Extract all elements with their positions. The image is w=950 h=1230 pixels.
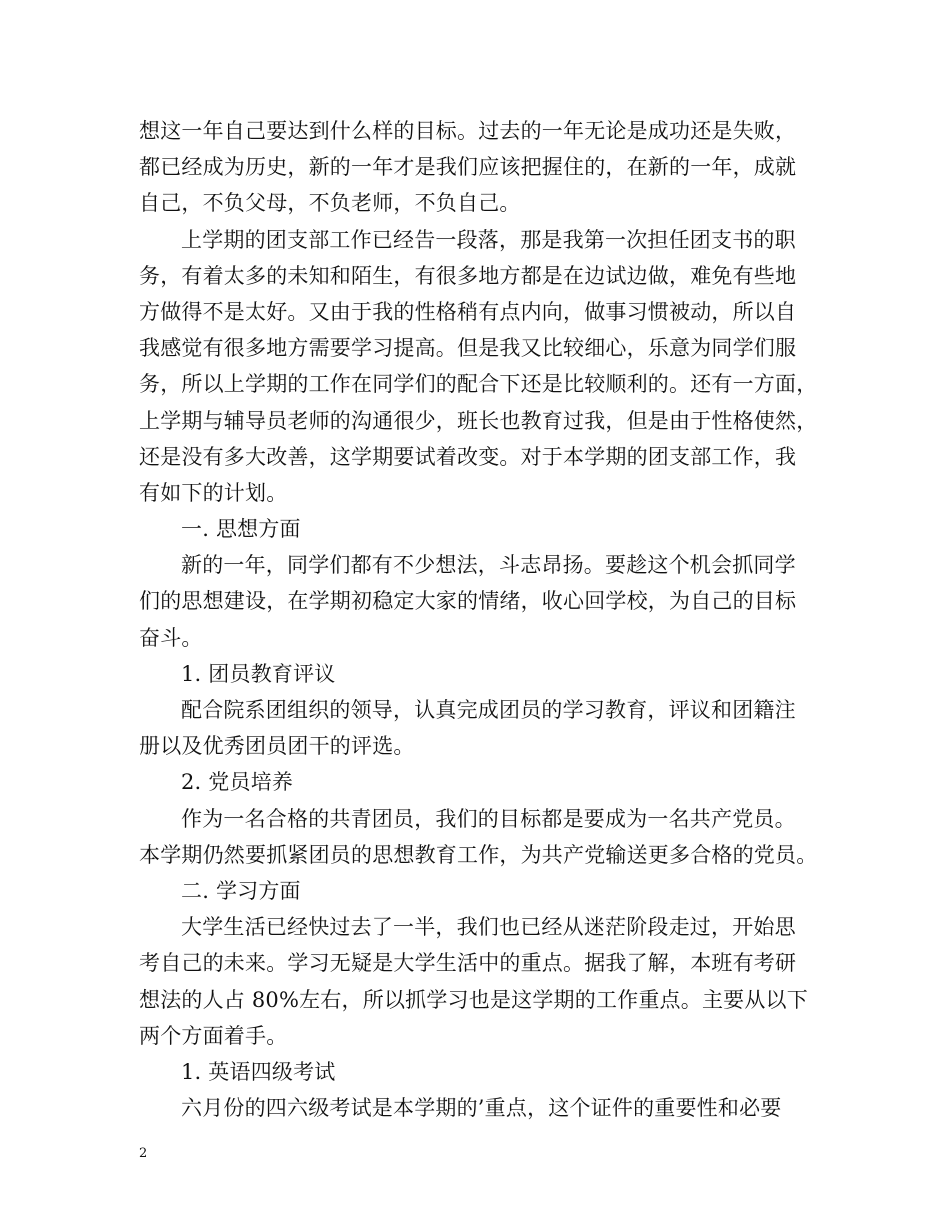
text-line: 自己，不负父母，不负老师，不负自己。 bbox=[139, 191, 521, 216]
text-line: 还是没有多大改善，这学期要试着改变。对于本学期的团支部工作，我 bbox=[139, 444, 797, 469]
text-line: 六月份的四六级考试是本学期的’重点，这个证件的重要性和必要 bbox=[181, 1096, 782, 1121]
text-line: 册以及优秀团员团干的评选。 bbox=[139, 734, 415, 759]
text-line: 想这一年自己要达到什么样的目标。过去的一年无论是成功还是失败， bbox=[139, 119, 797, 143]
text-line: 务，所以上学期的工作在同学们的配合下还是比较顺利的。还有一方面， bbox=[139, 372, 818, 397]
document-body bbox=[139, 113, 829, 1126]
text-line: 2. 党员培养 bbox=[181, 770, 294, 795]
text-line: 考自己的未来。学习无疑是大学生活中的重点。据我了解，本班有考研 bbox=[139, 951, 797, 976]
text-line: 想法的人占 80%左右，所以抓学习也是这学期的工作重点。主要从以下 bbox=[139, 987, 808, 1012]
text-line: 1. 团员教育评议 bbox=[181, 661, 336, 686]
text-line: 务，有着太多的未知和陌生，有很多地方都是在边试边做，难免有些地 bbox=[139, 263, 797, 288]
page-number: 2 bbox=[139, 1146, 148, 1161]
text-line: 都已经成为历史，新的一年才是我们应该把握住的，在新的一年，成就 bbox=[139, 155, 797, 180]
text-line: 二. 学习方面 bbox=[181, 878, 301, 903]
text-line: 两个方面着手。 bbox=[139, 1023, 288, 1048]
text-line: 大学生活已经快过去了一半，我们也已经从迷茫阶段走过，开始思 bbox=[181, 915, 796, 940]
text-line: 们的思想建设，在学期初稳定大家的情绪，收心回学校，为自己的目标 bbox=[139, 589, 797, 614]
text-line: 一. 思想方面 bbox=[181, 517, 301, 542]
text-line: 配合院系团组织的领导，认真完成团员的学习教育，评议和团籍注 bbox=[181, 698, 796, 722]
text-line: 有如下的计划。 bbox=[139, 480, 288, 505]
text-line: 新的一年，同学们都有不少想法，斗志昂扬。要趁这个机会抓同学 bbox=[181, 553, 796, 578]
text-line: 我感觉有很多地方需要学习提高。但是我又比较细心，乐意为同学们服 bbox=[139, 336, 797, 361]
text-line: 本学期仍然要抓紧团员的思想教育工作，为共产党输送更多合格的党员。 bbox=[139, 842, 818, 867]
text-line: 作为一名合格的共青团员，我们的目标都是要成为一名共产党员。 bbox=[181, 806, 796, 831]
text-line: 1. 英语四级考试 bbox=[181, 1059, 336, 1084]
text-line: 方做得不是太好。又由于我的性格稍有点内向，做事习惯被动，所以自 bbox=[139, 299, 797, 324]
text-line: 上学期的团支部工作已经告一段落，那是我第一次担任团支书的职 bbox=[181, 227, 796, 252]
text-line: 奋斗。 bbox=[139, 625, 203, 650]
text-line: 上学期与辅导员老师的沟通很少，班长也教育过我，但是由于性格使然， bbox=[139, 408, 818, 433]
